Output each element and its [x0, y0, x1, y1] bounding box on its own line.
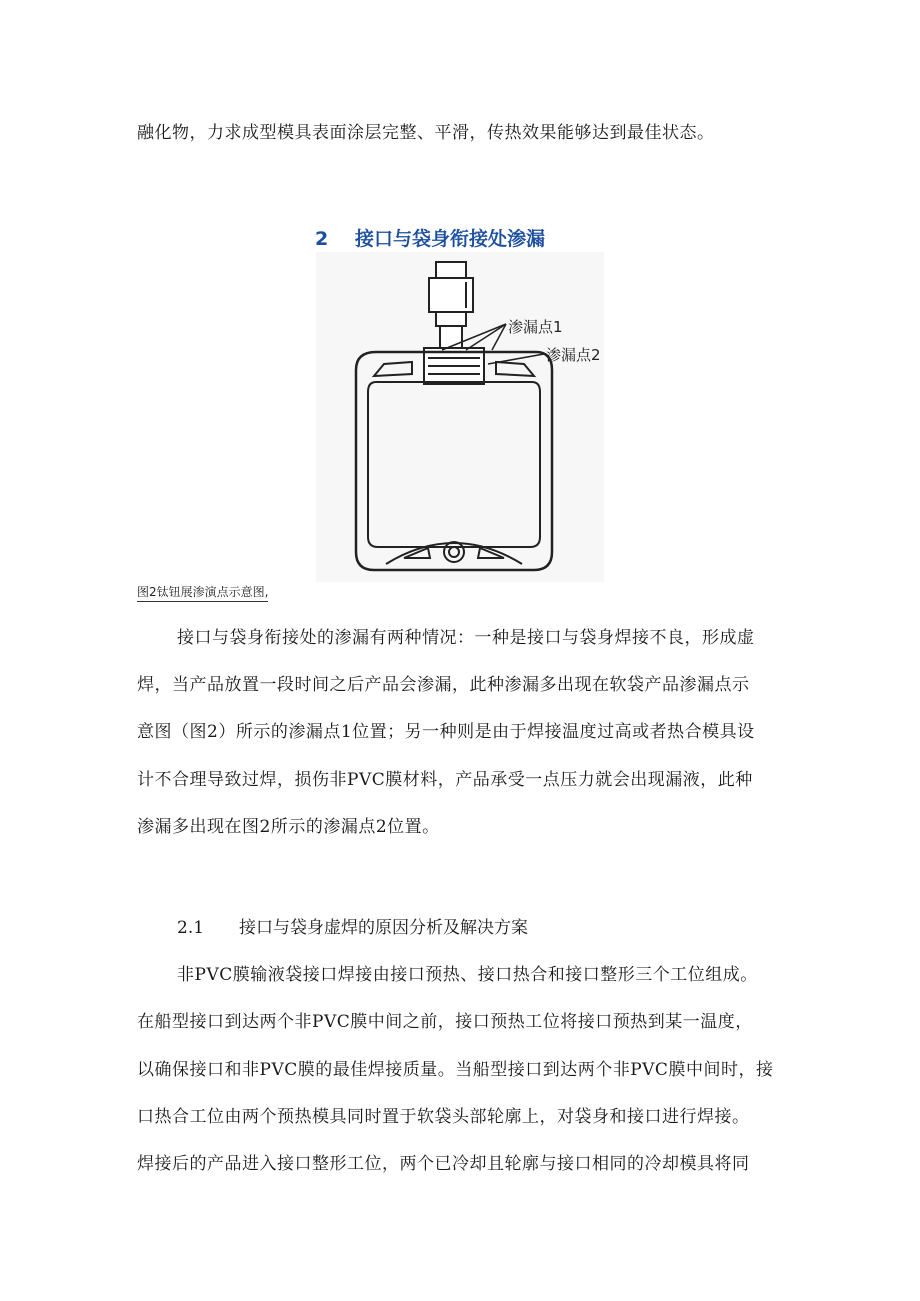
paragraph-line: 计不合理导致过焊，损伤非PVC膜材料，产品承受一点压力就会出现漏液，此种 [137, 770, 753, 790]
hanger-hole-left [374, 362, 412, 376]
figure-number: 2 [315, 228, 329, 250]
paragraph-line: 接口与袋身衔接处的渗漏有两种情况：一种是接口与袋身焊接不良，形成虚 [177, 628, 755, 648]
figure-title [315, 224, 545, 251]
bottom-port [444, 542, 464, 562]
paragraph-line: 口热合工位由两个预热模具同时置于软袋头部轮廓上，对袋身和接口进行焊接。 [137, 1107, 750, 1127]
bag-inner-seal [368, 382, 540, 547]
bottom-port-inner [449, 547, 459, 557]
paragraph-line: 焊接后的产品进入接口整形工位，两个已冷却且轮廓与接口相同的冷却模具将同 [137, 1154, 750, 1174]
section-heading [177, 917, 528, 939]
iv-bag-diagram [316, 252, 604, 582]
paragraph-line: 焊，当产品放置一段时间之后产品会渗漏，此种渗漏多出现在软袋产品渗漏点示 [137, 675, 750, 695]
connector-ring [436, 312, 466, 326]
leak-point-2-label: 渗漏点2 [546, 346, 601, 364]
paragraph-line: 意图（图2）所示的渗漏点1位置；另一种则是由于焊接温度过高或者热合模具设 [137, 722, 755, 742]
section-title: 接口与袋身虚焊的原因分析及解决方案 [239, 918, 528, 938]
figure-title-text: 接口与袋身衔接处渗漏 [355, 228, 546, 250]
paragraph-line: 渗漏多出现在图2所示的渗漏点2位置。 [137, 817, 440, 837]
connector-neck [440, 326, 462, 348]
paragraph-line: 以确保接口和非PVC膜的最佳焊接质量。当船型接口到达两个非PVC膜中间时，接 [137, 1060, 774, 1080]
figure-caption: 图2钛钮展渗演点示意图, [137, 583, 268, 602]
body-text-line: 融化物，力求成型模具表面涂层完整、平滑，传热效果能够达到最佳状态。 [137, 123, 715, 143]
leak-point-1-label: 渗漏点1 [508, 318, 563, 336]
hanger-hole-right [496, 362, 534, 376]
paragraph-line: 在船型接口到达两个非PVC膜中间之前，接口预热工位将接口预热到某一温度， [137, 1012, 753, 1032]
leader-line-1b [466, 324, 506, 350]
section-number: 2.1 [177, 918, 205, 938]
paragraph-line: 非PVC膜输液袋接口焊接由接口预热、接口热合和接口整形三个工位组成。 [177, 965, 758, 985]
